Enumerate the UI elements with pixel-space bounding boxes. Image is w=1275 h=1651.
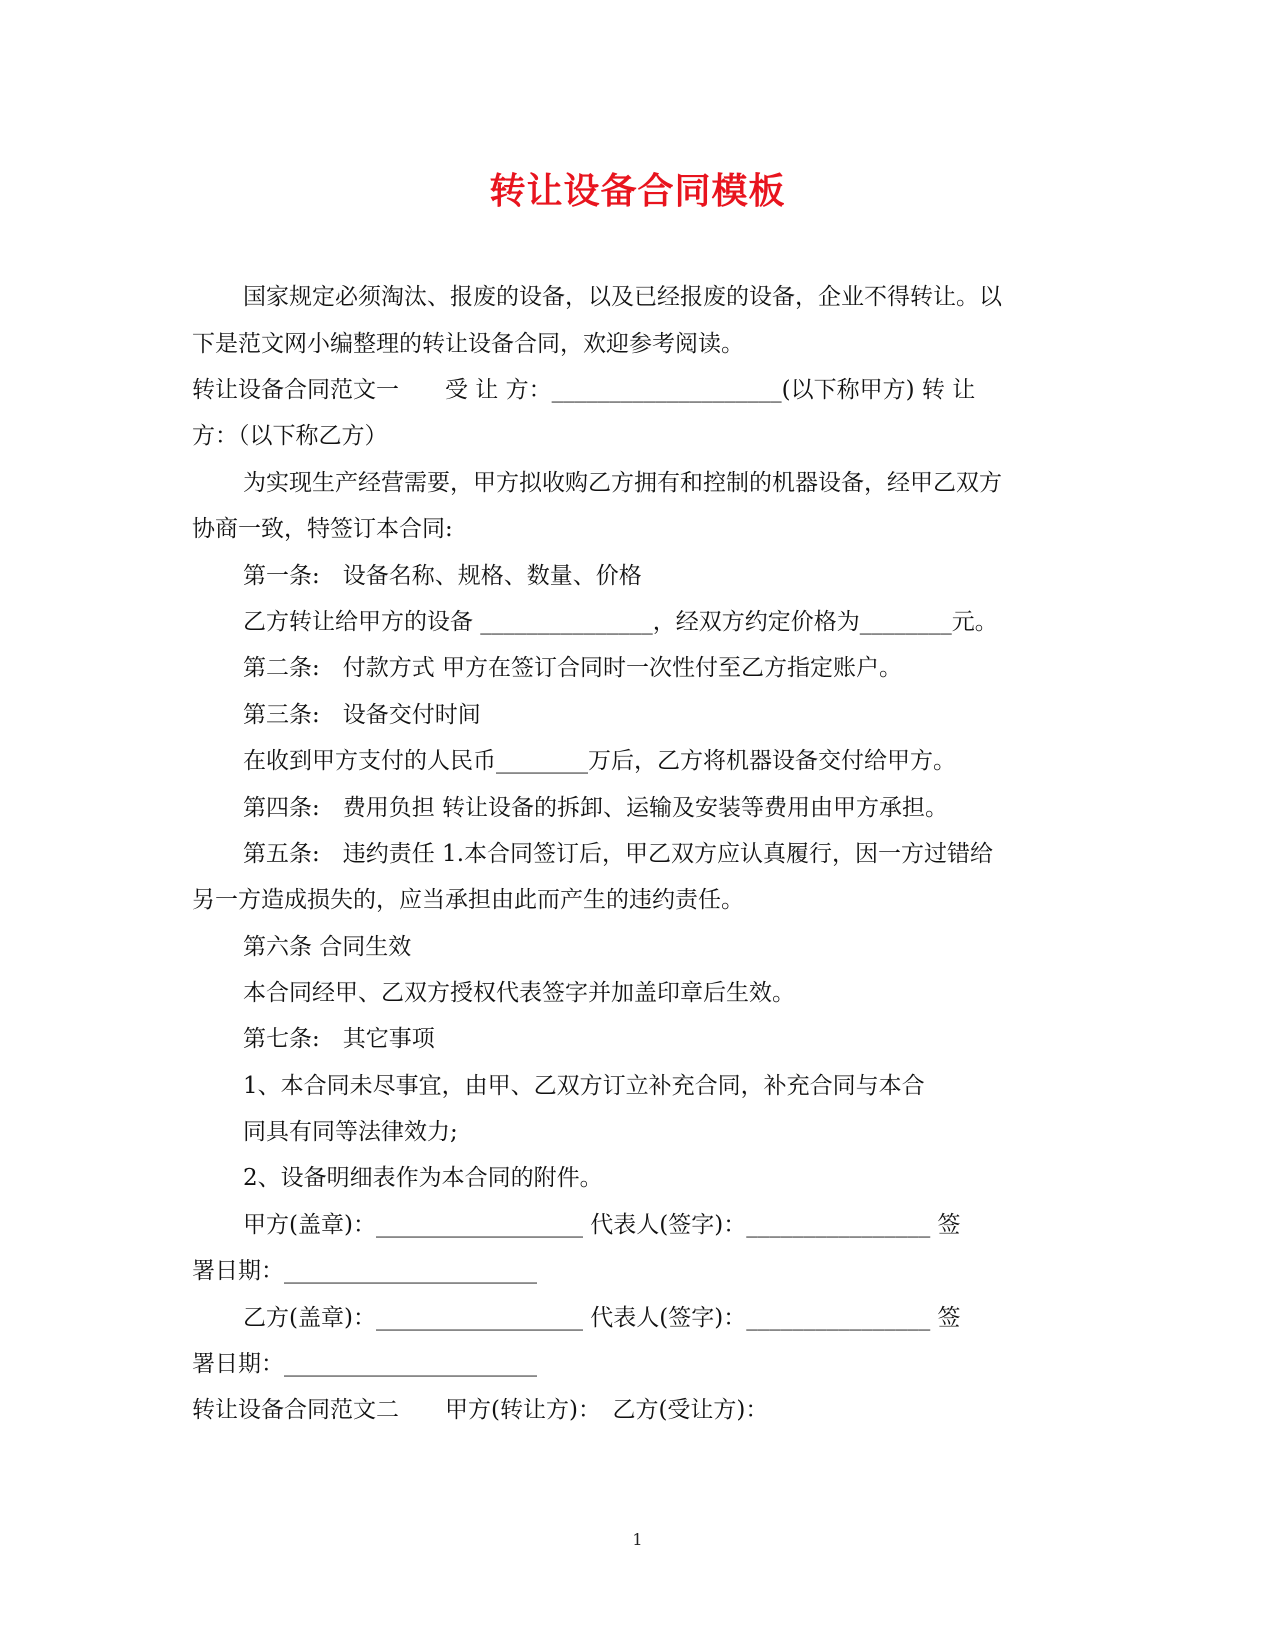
article-heading: 第二条: 付款方式 甲方在签订合同时一次性付至乙方指定账户。 bbox=[243, 655, 903, 681]
paragraph-line: 2、设备明细表作为本合同的附件。 bbox=[243, 1165, 603, 1191]
paragraph-line: 协商一致，特签订本合同: bbox=[192, 516, 453, 542]
document-title: 转让设备合同模板 bbox=[489, 171, 786, 212]
signature-line-party-a: 甲方(盖章)：__________________ 代表人(签字)：________________ 签 bbox=[243, 1212, 961, 1238]
paragraph-line: 乙方转让给甲方的设备 _______________，经双方约定价格为________元。 bbox=[243, 609, 998, 635]
paragraph-line: 在收到甲方支付的人民币________万后，乙方将机器设备交付给甲方。 bbox=[243, 748, 956, 774]
paragraph-line: 国家规定必须淘汰、报废的设备，以及已经报废的设备，企业不得转让。以 bbox=[243, 284, 1002, 310]
paragraph-line: 方：（以下称乙方） bbox=[192, 423, 388, 449]
signature-date-party-a: 署日期：______________________ bbox=[192, 1258, 537, 1284]
paragraph-line: 转让设备合同范文二 甲方(转让方)： 乙方(受让方)： bbox=[192, 1397, 769, 1423]
article-heading: 第七条: 其它事项 bbox=[243, 1026, 435, 1052]
paragraph-line: 下是范文网小编整理的转让设备合同，欢迎参考阅读。 bbox=[192, 331, 744, 357]
paragraph-line: 转让设备合同范文一 受 让 方：____________________(以下称甲方) 转 让 bbox=[192, 377, 976, 403]
article-heading: 第五条: 违约责任 1.本合同签订后，甲乙双方应认真履行，因一方过错给 bbox=[243, 841, 994, 867]
page-number: 1 bbox=[632, 1530, 643, 1549]
article-heading: 第四条: 费用负担 转让设备的拆卸、运输及安装等费用由甲方承担。 bbox=[243, 795, 949, 821]
paragraph-line: 1、本合同未尽事宜，由甲、乙双方订立补充合同，补充合同与本合 bbox=[243, 1073, 925, 1099]
signature-date-party-b: 署日期：______________________ bbox=[192, 1351, 537, 1377]
article-heading: 第六条 合同生效 bbox=[243, 934, 412, 960]
paragraph-line: 同具有同等法律效力; bbox=[243, 1119, 458, 1145]
paragraph-line: 为实现生产经营需要，甲方拟收购乙方拥有和控制的机器设备，经甲乙双方 bbox=[243, 470, 1002, 496]
article-heading: 第三条: 设备交付时间 bbox=[243, 702, 481, 728]
paragraph-line: 另一方造成损失的，应当承担由此而产生的违约责任。 bbox=[192, 887, 744, 913]
article-heading: 第一条: 设备名称、规格、数量、价格 bbox=[243, 563, 642, 589]
paragraph-line: 本合同经甲、乙双方授权代表签字并加盖印章后生效。 bbox=[243, 980, 795, 1006]
signature-line-party-b: 乙方(盖章)：__________________ 代表人(签字)：________________ 签 bbox=[243, 1305, 961, 1331]
